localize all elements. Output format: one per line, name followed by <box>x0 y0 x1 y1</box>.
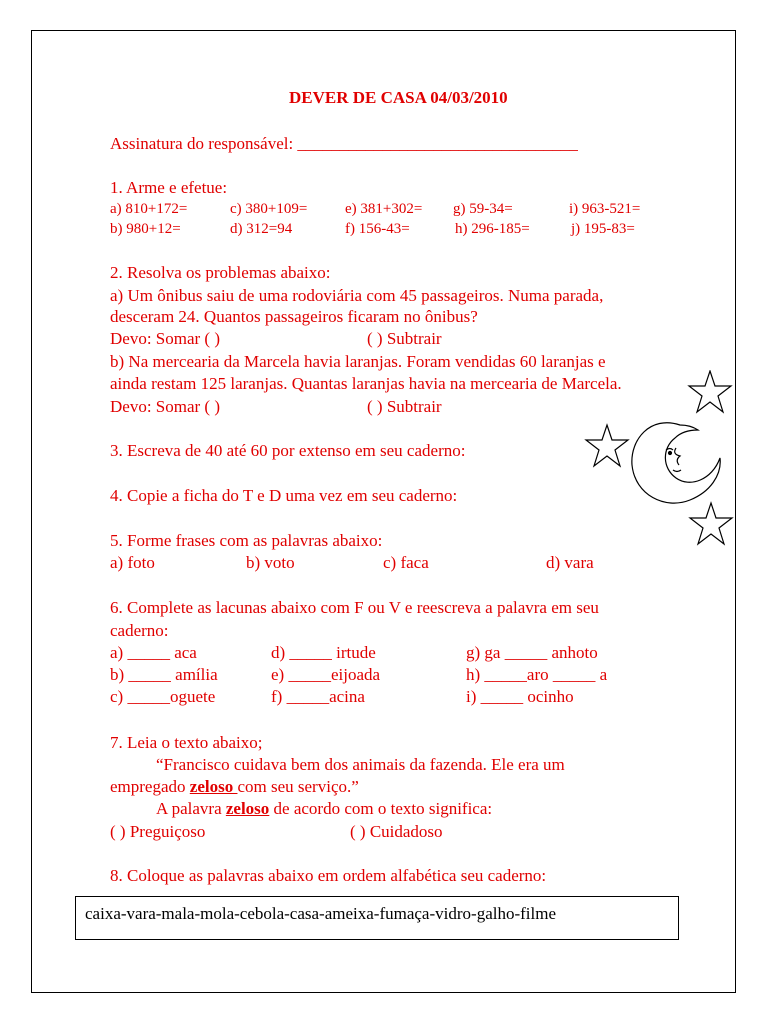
q1-item: e) 381+302= <box>345 201 423 217</box>
q1-item: j) 195-83= <box>571 221 635 237</box>
q1-item: i) 963-521= <box>569 201 641 217</box>
q7-quote-post: com seu serviço.” <box>237 777 359 796</box>
q2-b-devo: Devo: Somar ( ) <box>110 397 221 416</box>
moon-face-icon <box>632 423 720 503</box>
q7-ask-post: de acordo com o texto significa: <box>269 799 493 818</box>
q7-option-preguicoso: ( ) Preguiçoso <box>110 822 206 841</box>
q8-word-box: caixa-vara-mala-mola-cebola-casa-ameixa-fumaça-vidro-galho-filme <box>75 896 679 940</box>
q5-item: b) voto <box>246 553 295 572</box>
q3-text: 3. Escreva de 40 até 60 por extenso em seu caderno: <box>110 441 466 460</box>
q2-heading: 2. Resolva os problemas abaixo: <box>110 263 331 282</box>
q6-item: h) _____aro _____ a <box>466 665 608 684</box>
q7-ask-keyword: zeloso <box>225 799 270 818</box>
q7-keyword: zeloso <box>189 777 238 796</box>
q6-item: c) _____oguete <box>110 687 216 706</box>
q1-item: g) 59-34= <box>453 201 513 217</box>
q7-quote-pre: empregado <box>110 777 190 796</box>
q7-heading: 7. Leia o texto abaixo; <box>110 733 263 752</box>
q2-a-subtrair: ( ) Subtrair <box>367 329 442 348</box>
q1-item: c) 380+109= <box>230 201 308 217</box>
star-icon <box>690 503 732 544</box>
q7-option-cuidadoso: ( ) Cuidadoso <box>350 822 443 841</box>
q2-b-subtrair: ( ) Subtrair <box>367 397 442 416</box>
q1-item: h) 296-185= <box>455 221 530 237</box>
page-title: DEVER DE CASA 04/03/2010 <box>289 88 508 107</box>
q6-line1: 6. Complete as lacunas abaixo com F ou V e reescreva a palavra em seu <box>110 598 599 617</box>
q6-item: e) _____eijoada <box>271 665 381 684</box>
q6-line2: caderno: <box>110 621 169 640</box>
q4-text: 4. Copie a ficha do T e D uma vez em seu caderno: <box>110 486 458 505</box>
q2-a-devo: Devo: Somar ( ) <box>110 329 221 348</box>
q7-quote-line1: “Francisco cuidava bem dos animais da fazenda. Ele era um <box>156 755 565 774</box>
q2-a-line1: a) Um ônibus saiu de uma rodoviária com 45 passageiros. Numa parada, <box>110 286 604 305</box>
q6-item: d) _____ irtude <box>271 643 376 662</box>
q7-quote-line2 <box>110 777 359 797</box>
q1-item: f) 156-43= <box>345 221 410 237</box>
star-icon <box>586 425 628 466</box>
q8-heading: 8. Coloque as palavras abaixo em ordem alfabética seu caderno: <box>110 866 547 885</box>
q5-item: c) faca <box>383 553 429 572</box>
q5-item: d) vara <box>546 553 594 572</box>
q6-item: a) _____ aca <box>110 643 197 662</box>
q1-item: d) 312=94 <box>230 221 293 237</box>
q6-item: g) ga _____ anhoto <box>466 643 598 662</box>
q6-item: b) _____ amília <box>110 665 218 684</box>
q6-item: f) _____acina <box>271 687 365 706</box>
q2-b-line2: ainda restam 125 laranjas. Quantas laranjas havia na mercearia de Marcela. <box>110 374 622 393</box>
q7-question <box>156 799 492 819</box>
moon-stars-illustration <box>580 370 740 560</box>
star-icon <box>689 371 731 412</box>
q5-heading: 5. Forme frases com as palavras abaixo: <box>110 531 383 550</box>
q2-b-line1: b) Na mercearia da Marcela havia laranjas. Foram vendidas 60 laranjas e <box>110 352 606 371</box>
q2-a-line2: desceram 24. Quantos passageiros ficaram no ônibus? <box>110 307 478 326</box>
q5-item: a) foto <box>110 553 155 572</box>
q6-item: i) _____ ocinho <box>466 687 574 706</box>
signature-line: Assinatura do responsável: _________________________________ <box>110 134 578 153</box>
q1-heading: 1. Arme e efetue: <box>110 178 228 197</box>
q1-item: b) 980+12= <box>110 221 181 237</box>
q7-ask-pre: A palavra <box>156 799 226 818</box>
q1-item: a) 810+172= <box>110 201 188 217</box>
